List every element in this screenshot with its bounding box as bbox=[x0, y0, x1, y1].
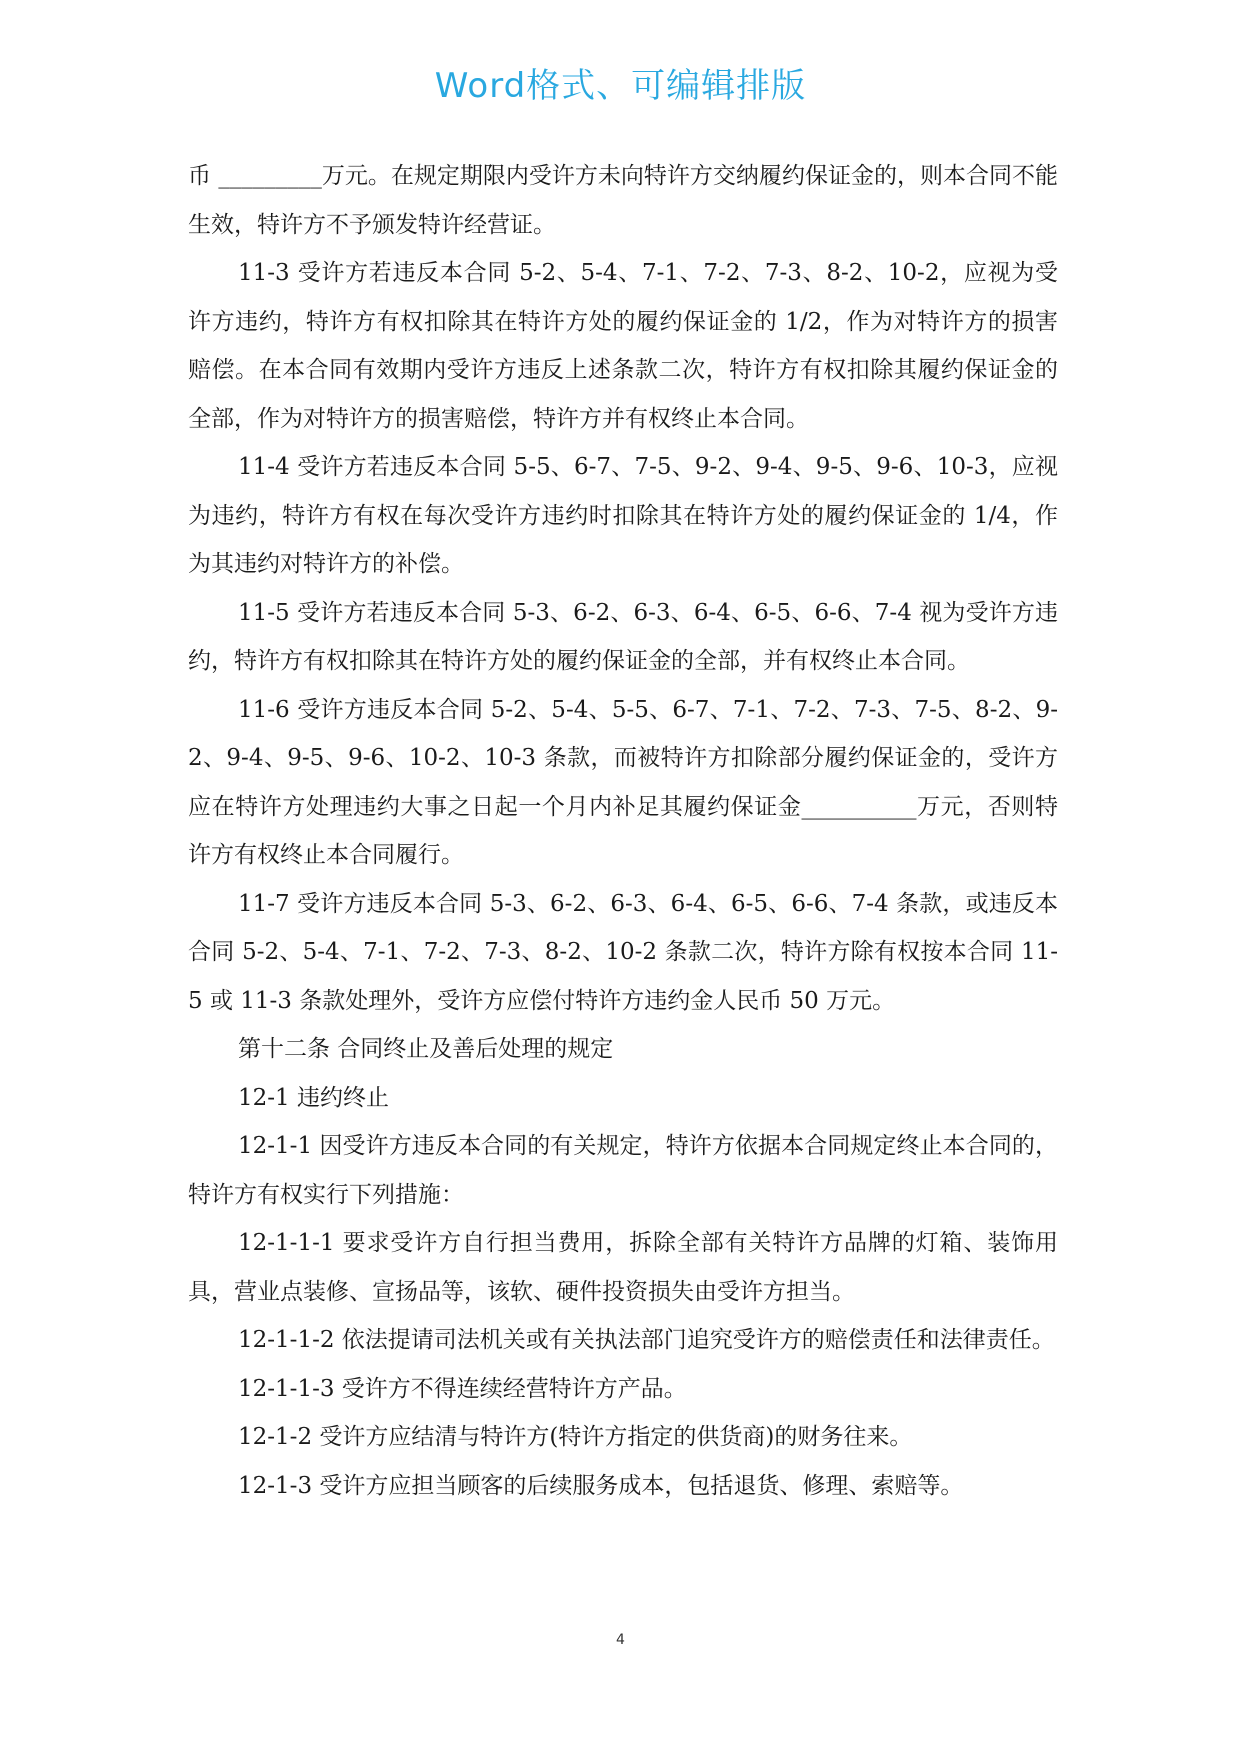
paragraph-11-7: 11-7 受许方违反本合同 5-3、6-2、6-3、6-4、6-5、6-6、7-4 条款，或违反本合同 5-2、5-4、7-1、7-2、7-3、8-2、10-2 条款二次，特许方除有权按本合同 11-5 或 11-3 条款处理外，受许方应偿付特许方违约金人民币 50 万元。 bbox=[188, 890, 1058, 1014]
document-body bbox=[188, 152, 1058, 1510]
paragraph-1: 币 _________万元。在规定期限内受许方未向特许方交纳履约保证金的，则本合同不能生效，特许方不予颁发特许经营证。 bbox=[188, 163, 1058, 238]
paragraph-12-1-3: 12-1-3 受许方应担当顾客的后续服务成本，包括退货、修理、索赔等。 bbox=[238, 1472, 964, 1499]
paragraph-12-1-1: 12-1-1 因受许方违反本合同的有关规定，特许方依据本合同规定终止本合同的，特许方有权实行下列措施： bbox=[188, 1133, 1058, 1208]
section-heading-article-12: 第十二条 合同终止及善后处理的规定 bbox=[238, 1036, 614, 1062]
paragraph-11-5: 11-5 受许方若违反本合同 5-3、6-2、6-3、6-4、6-5、6-6、7-4 视为受许方违约，特许方有权扣除其在特许方处的履约保证金的全部，并有权终止本合同。 bbox=[188, 599, 1058, 674]
page-number: 4 bbox=[616, 1632, 625, 1648]
paragraph-11-6: 11-6 受许方违反本合同 5-2、5-4、5-5、6-7、7-1、7-2、7-3、7-5、8-2、9-2、9-4、9-5、9-6、10-2、10-3 条款，而被特许方扣除部分履约保证金的，受许方应在特许方处理违约大事之日起一个月内补足其履约保证金__________万元，否则特许方有权终止本合同履行。 bbox=[188, 696, 1058, 868]
paragraph-12-1-1-2: 12-1-1-2 依法提请司法机关或有关执法部门追究受许方的赔偿责任和法律责任。 bbox=[238, 1327, 1055, 1353]
paragraph-12-1: 12-1 违约终止 bbox=[238, 1084, 389, 1111]
paragraph-12-1-1-3: 12-1-1-3 受许方不得连续经营特许方产品。 bbox=[238, 1375, 687, 1402]
paragraph-12-1-2: 12-1-2 受许方应结清与特许方(特许方指定的供货商)的财务往来。 bbox=[238, 1424, 913, 1450]
paragraph-12-1-1-1: 12-1-1-1 要求受许方自行担当费用，拆除全部有关特许方品牌的灯箱、装饰用具，营业点装修、宣扬品等，该软、硬件投资损失由受许方担当。 bbox=[188, 1230, 1058, 1305]
page-header-title: Word格式、可编辑排版 bbox=[434, 66, 807, 106]
paragraph-11-4: 11-4 受许方若违反本合同 5-5、6-7、7-5、9-2、9-4、9-5、9-6、10-3，应视为违约，特许方有权在每次受许方违约时扣除其在特许方处的履约保证金的 1/4，作为其违约对特许方的补偿。 bbox=[188, 454, 1058, 577]
paragraph-11-3: 11-3 受许方若违反本合同 5-2、5-4、7-1、7-2、7-3、8-2、10-2，应视为受许方违约，特许方有权扣除其在特许方处的履约保证金的 1/2，作为对特许方的损害赔偿。在本合同有效期内受许方违反上述条款二次，特许方有权扣除其履约保证金的全部，作为对特许方的损害赔偿，特许方并有权终止本合同。 bbox=[188, 260, 1058, 432]
